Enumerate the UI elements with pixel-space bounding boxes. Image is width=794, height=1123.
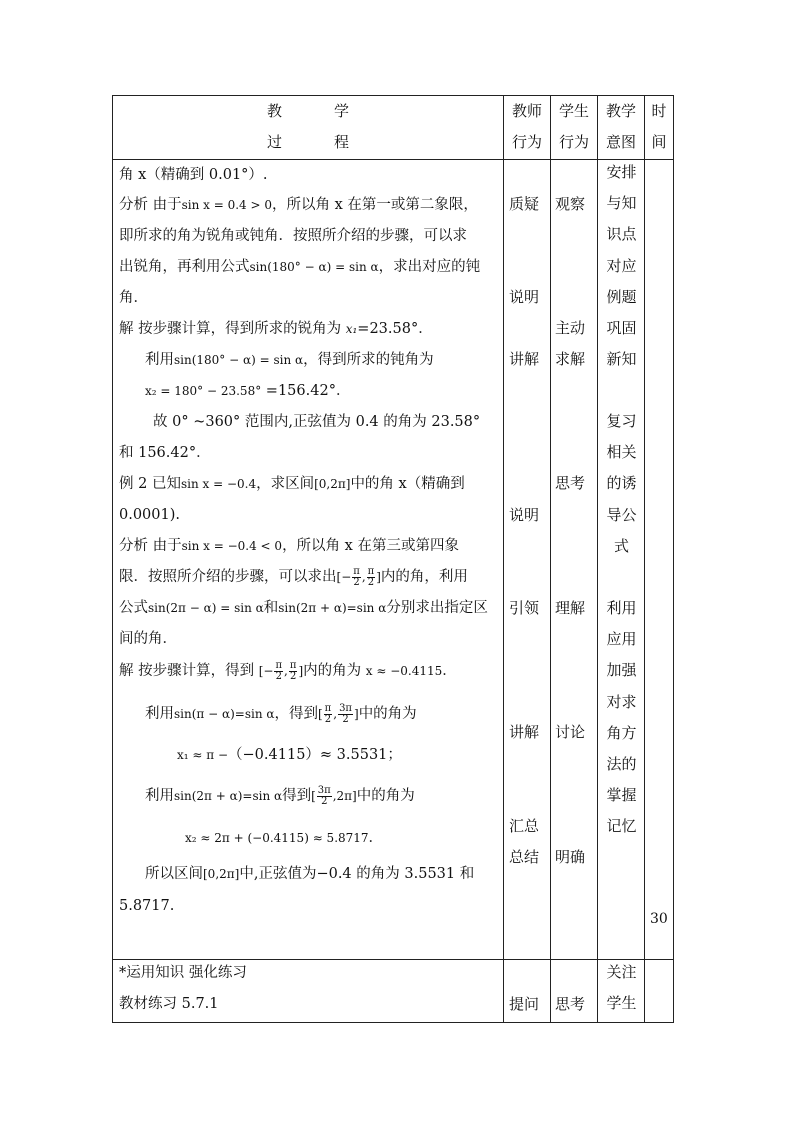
teacher-item: 总结 — [509, 848, 540, 866]
line-11: 例 2 已知sin x = −0.4，求区间[0,2π]中的角 x（精确到 — [119, 476, 465, 492]
teacher-item: 质疑 — [509, 195, 540, 213]
teacher-item: 汇总 — [509, 817, 540, 835]
header-student — [551, 96, 598, 160]
line-01: 角 x（精确到 0.01°）. — [119, 167, 268, 183]
header-time — [645, 96, 674, 160]
teacher-item: 讲解 — [509, 723, 540, 741]
process-cell — [113, 160, 504, 960]
intent-group-a: 安排 与知 识点 对应 例题 巩固 新知 — [606, 163, 637, 369]
practice-time — [645, 960, 674, 1023]
student-item: 讨论 — [555, 723, 586, 741]
practice-row — [113, 960, 674, 1023]
line-22: 所以区间[0,2π]中,正弦值为−0.4 的角为 3.5531 和 — [145, 866, 475, 882]
student-item: 理解 — [555, 599, 586, 617]
time-cell — [645, 160, 674, 960]
content-row — [113, 160, 674, 960]
header-teacher-2: 行为 — [511, 133, 542, 151]
student-cell — [551, 160, 598, 960]
lesson-plan-table — [112, 95, 674, 1023]
student-item: 主动 — [555, 319, 586, 337]
practice-intent — [598, 960, 645, 1023]
practice-cell — [113, 960, 504, 1023]
line-02: 分析 由于sin x = 0.4 > 0，所以角 x 在第一或第二象限， — [119, 197, 478, 213]
line-17: 解 按步骤计算，得到 [− $\frac{\pi}{2}$ , $\frac{\pi}{2}$ ]内的角为 x ≈ −0.4115． — [119, 660, 457, 682]
student-item: 明确 — [555, 848, 586, 866]
line-09: 故 0° ~360° 范围内,正弦值为 0.4 的角为 23.58° — [153, 414, 481, 430]
line-07: 利用sin(180° − α) = sin α，得到所求的钝角为 — [145, 352, 434, 368]
student-item: 观察 — [555, 195, 586, 213]
header-process — [113, 96, 504, 160]
intent-cell — [598, 160, 645, 960]
header-jiao: 教 — [266, 102, 282, 120]
line-15: 公式sin(2π − α) = sin α和sin(2π + α)=sin α分别求出指定区 — [119, 600, 488, 616]
line-10: 和 156.42°． — [119, 445, 211, 461]
practice-intent-group: 关注 学生 — [606, 963, 637, 1013]
header-teacher — [504, 96, 551, 160]
student-item: 思考 — [555, 474, 586, 492]
student-item: 求解 — [555, 350, 586, 368]
line-23: 5.8717. — [119, 898, 175, 914]
line-20: 利用sin(2π + α)=sin α得到[ $\frac{3\pi}{2}$ ,2π]中的角为 — [145, 785, 415, 807]
header-student-2: 行为 — [558, 133, 589, 151]
intent-group-c: 利用 应用 加强 对求 角方 法的 掌握 记忆 — [606, 599, 637, 836]
header-guo: 过 — [266, 133, 282, 151]
practice-teacher-item: 提问 — [509, 995, 540, 1013]
time-value: 30 — [650, 911, 668, 927]
header-intent-1: 教学 — [605, 102, 636, 120]
header-student-1: 学生 — [558, 102, 589, 120]
practice-student-item: 思考 — [555, 995, 586, 1013]
intent-group-b: 复习 相关 的诱 导公 式 — [606, 412, 637, 555]
header-cheng: 程 — [334, 133, 350, 151]
header-teacher-1: 教师 — [511, 102, 542, 120]
header-intent-2: 意图 — [605, 133, 636, 151]
header-intent — [598, 96, 645, 160]
line-04: 出锐角，再利用公式sin(180° − α) = sin α，求出对应的钝 — [119, 259, 481, 275]
practice-student — [551, 960, 598, 1023]
line-18: 利用sin(π − α)=sin α，得到[ $\frac{\pi}{2}$ , $\frac{3\pi}{2}$ ]中的角为 — [145, 703, 417, 725]
header-time-1: 时 — [651, 102, 667, 120]
header-row — [113, 96, 674, 160]
line-21: x₂ ≈ 2π + (−0.4115) ≈ 5.8717． — [185, 830, 384, 846]
practice-title: *运用知识 强化练习 — [119, 965, 247, 981]
line-12: 0.0001). — [119, 507, 181, 523]
line-19: x₁ ≈ π −（−0.4115）≈ 3.5531； — [177, 747, 402, 763]
line-03: 即所求的角为锐角或钝角．按照所介绍的步骤，可以求 — [119, 228, 467, 244]
teacher-item: 引领 — [509, 599, 540, 617]
practice-text: 教材练习 5.7.1 — [119, 996, 219, 1012]
line-06: 解 按步骤计算，得到所求的锐角为 x₁=23.58°． — [119, 321, 433, 337]
header-xue: 学 — [334, 102, 350, 120]
line-08: x₂ = 180° − 23.58° =156.42°． — [145, 383, 351, 399]
header-time-2: 间 — [651, 133, 667, 151]
practice-teacher — [504, 960, 551, 1023]
line-13: 分析 由于sin x = −0.4 < 0，所以角 x 在第三或第四象 — [119, 538, 459, 554]
line-16: 间的角． — [119, 631, 177, 647]
line-05: 角． — [119, 290, 148, 306]
line-14: 限．按照所介绍的步骤，可以求出[− $\frac{\pi}{2}$ , $\frac{\pi}{2}$ ]内的角，利用 — [119, 566, 468, 588]
teacher-item: 说明 — [509, 506, 540, 524]
teacher-cell — [504, 160, 551, 960]
teacher-item: 说明 — [509, 288, 540, 306]
teacher-item: 讲解 — [509, 350, 540, 368]
